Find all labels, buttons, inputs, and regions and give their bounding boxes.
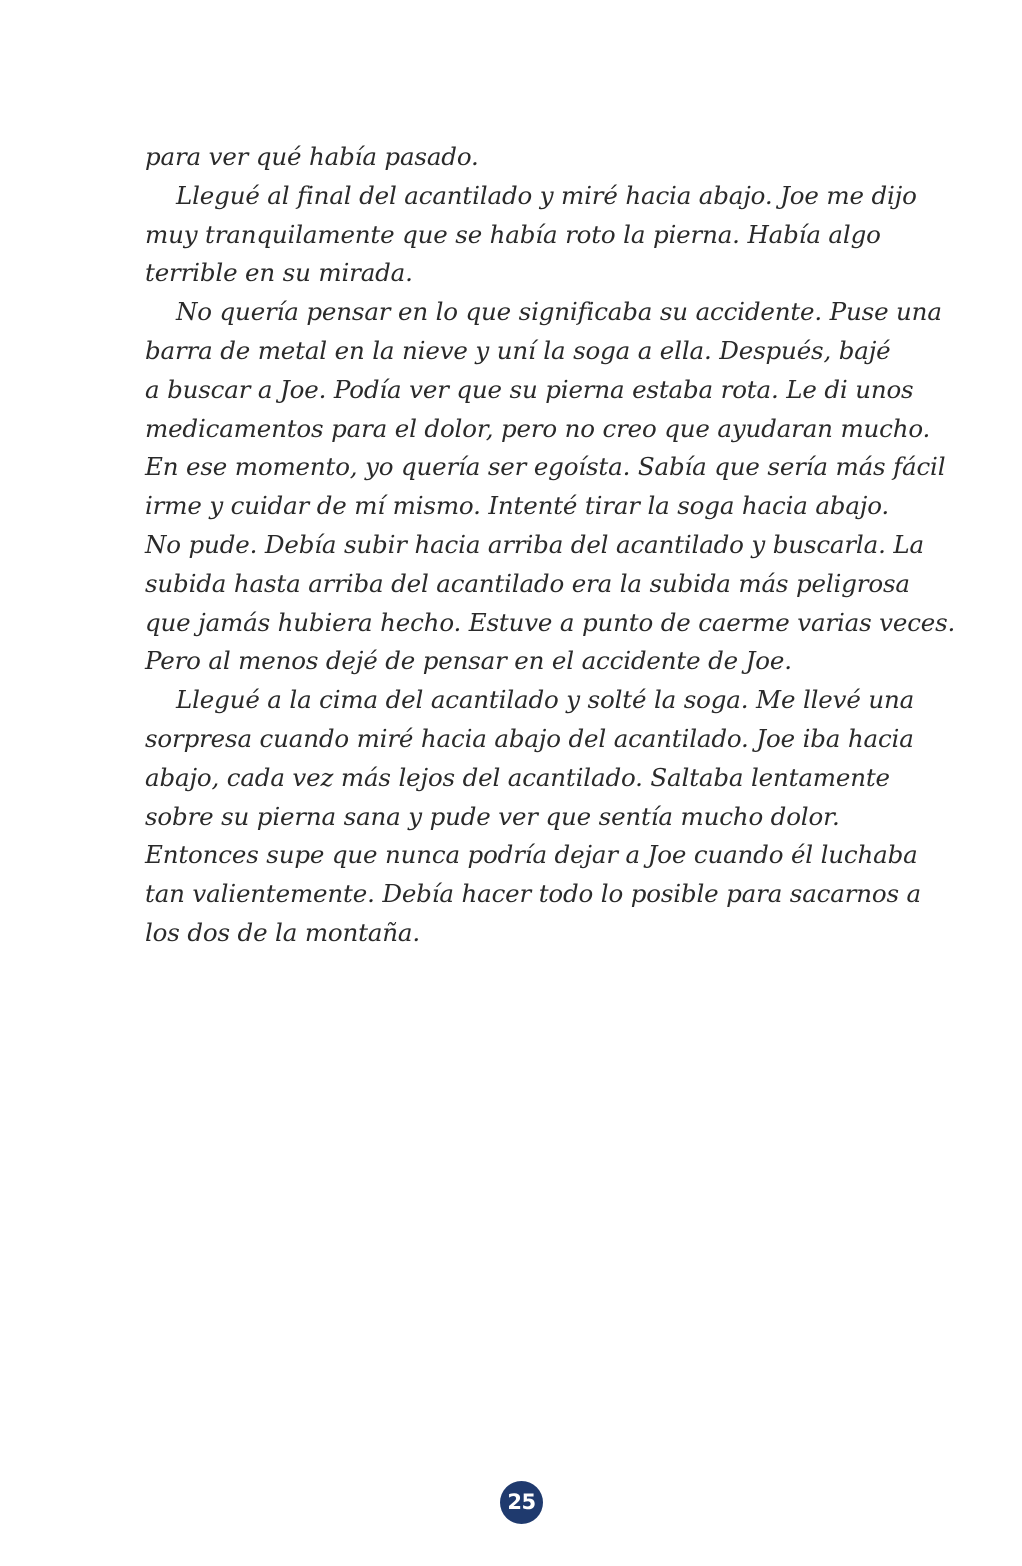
text-line: muy tranquilamente que se había roto la pierna. Había algo xyxy=(145,219,881,249)
text-line: No quería pensar en lo que significaba su accidente. Puse una xyxy=(176,297,942,327)
text-line: terrible en su mirada. xyxy=(145,258,413,288)
text-line: tan valientemente. Debía hacer todo lo posible para sacarnos a xyxy=(145,879,922,909)
paragraph xyxy=(145,138,915,177)
text-line: Llegué a la cima del acantilado y solté la soga. Me llevé una xyxy=(176,685,915,715)
text-line: medicamentos para el dolor, pero no creo que ayudaran mucho. xyxy=(145,413,931,443)
text-line: irme y cuidar de mí mismo. Intenté tirar la soga hacia abajo. xyxy=(145,491,890,521)
text-line: sorpresa cuando miré hacia abajo del acantilado. Joe iba hacia xyxy=(145,723,914,753)
text-line: Entonces supe que nunca podría dejar a Joe cuando él luchaba xyxy=(145,840,918,870)
paragraph xyxy=(145,681,922,953)
text-line: que jamás hubiera hecho. Estuve a punto de caerme varias veces. xyxy=(145,607,956,637)
text-line: No pude. Debía subir hacia arriba del acantilado y buscarla. La xyxy=(145,529,924,559)
text-line: abajo, cada vez más lejos del acantilado. Saltaba lentamente xyxy=(145,762,890,792)
text-line: subida hasta arriba del acantilado era la subida más peligrosa xyxy=(145,568,910,598)
text-line: En ese momento, yo quería ser egoísta. Sabía que sería más fácil xyxy=(145,452,946,482)
body-text xyxy=(145,138,956,953)
text-line: a buscar a Joe. Podía ver que su pierna estaba rota. Le di unos xyxy=(145,374,914,404)
paragraph xyxy=(145,177,915,293)
text-line: sobre su pierna sana y pude ver que sentía mucho dolor. xyxy=(145,801,840,831)
paragraph xyxy=(145,293,956,681)
text-line: Pero al menos dejé de pensar en el accidente de Joe. xyxy=(145,646,792,676)
text-line: Llegué al final del acantilado y miré hacia abajo. Joe me dijo xyxy=(176,180,917,210)
text-line: para ver qué había pasado. xyxy=(145,142,479,171)
text-line: barra de metal en la nieve y uní la soga a ella. Después, bajé xyxy=(145,335,891,365)
text-line: los dos de la montaña. xyxy=(145,917,421,947)
page-number-badge: 25 xyxy=(500,1481,543,1524)
